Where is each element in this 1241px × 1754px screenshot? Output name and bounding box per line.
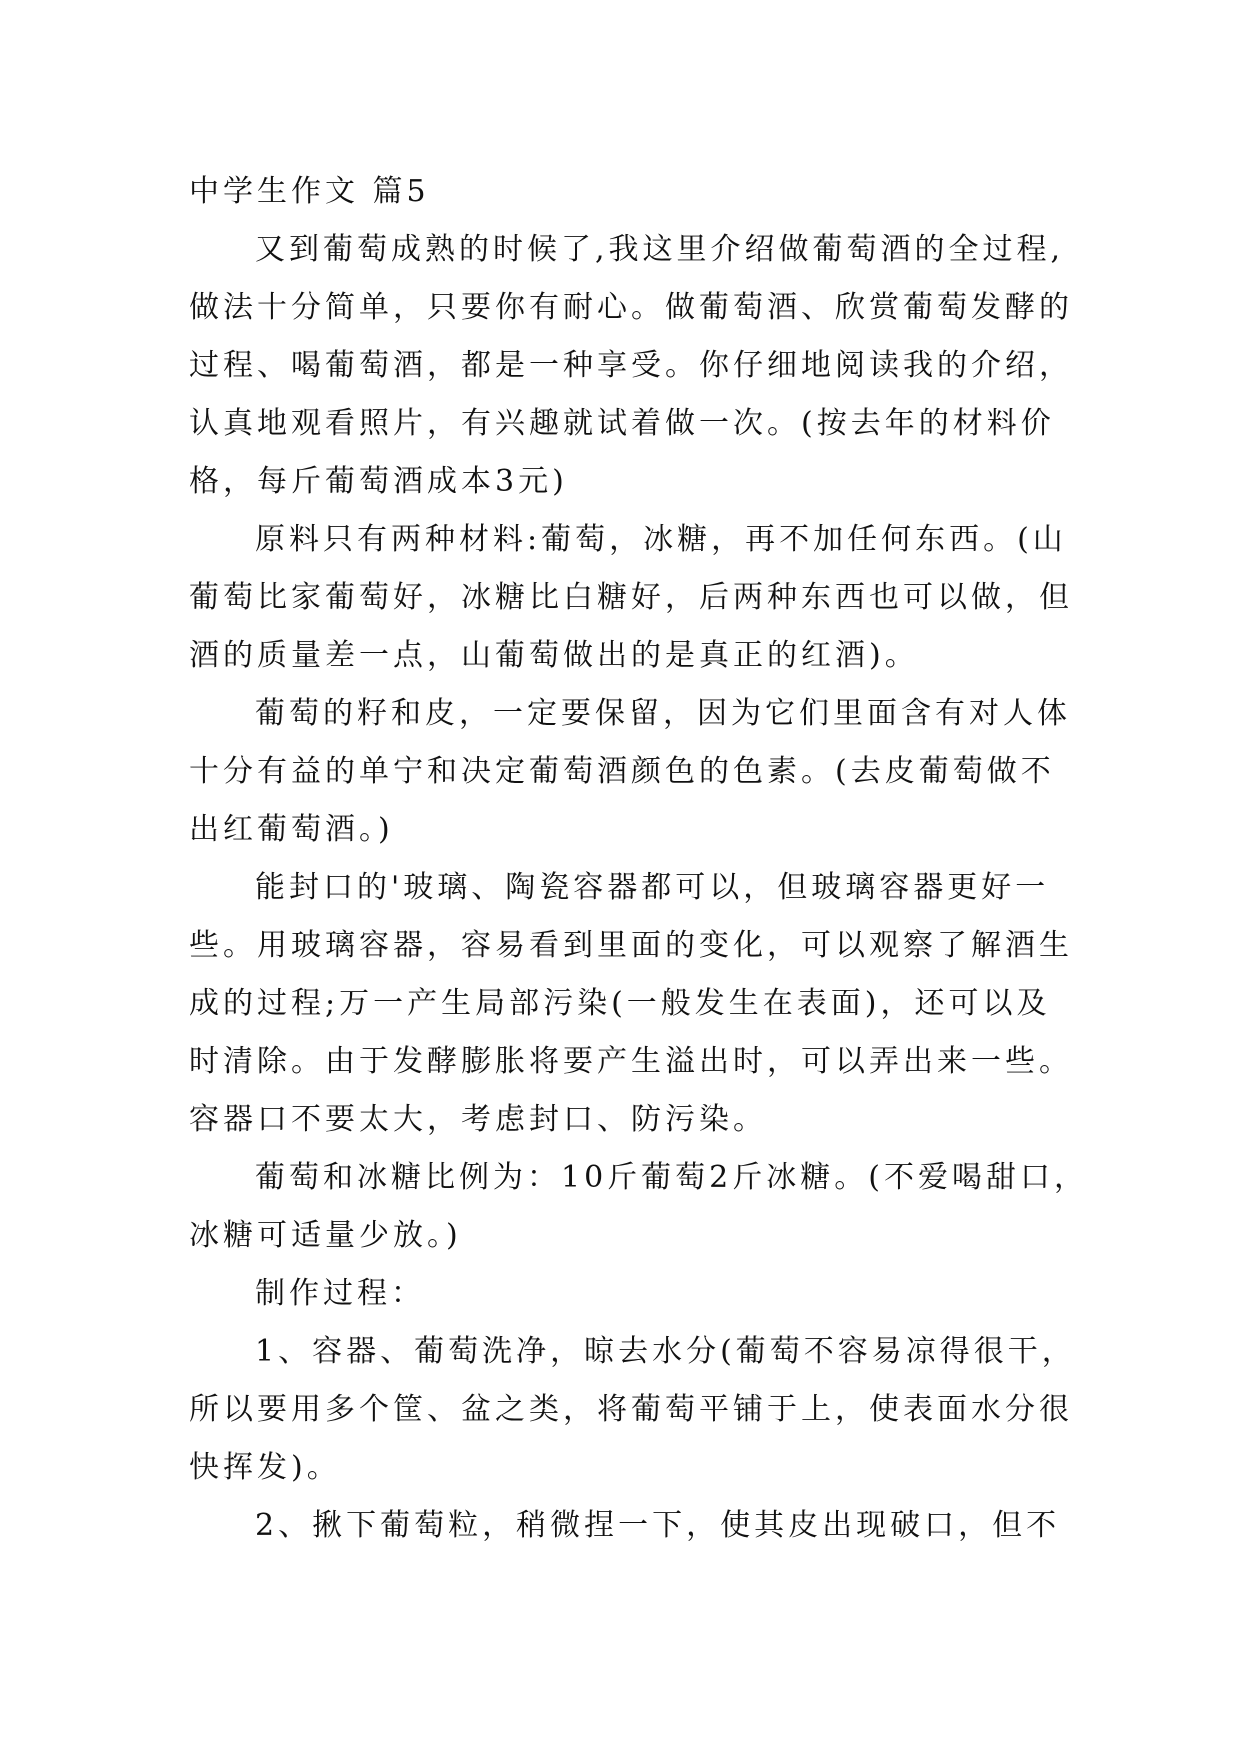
text-line: 做法十分简单，只要你有耐心。做葡萄酒、欣赏葡萄发酵的: [189, 290, 1073, 325]
text-line: 成的过程;万一产生局部污染(一般发生在表面)，还可以及: [189, 986, 1051, 1021]
text-line: 时清除。由于发酵膨胀将要产生溢出时，可以弄出来一些。: [189, 1044, 1073, 1079]
text-line: 快挥发)。: [189, 1450, 341, 1485]
text-line: 容器口不要太大，考虑封口、防污染。: [189, 1102, 767, 1137]
text-line: 能封口的'玻璃、陶瓷容器都可以，但玻璃容器更好一: [255, 870, 1050, 905]
text-line: 十分有益的单宁和决定葡萄酒颜色的色素。(去皮葡萄做不: [189, 754, 1055, 789]
text-line: 格，每斤葡萄酒成本3元): [189, 464, 568, 499]
essay-text: [189, 221, 1089, 1555]
text-line: 葡萄和冰糖比例为：10斤葡萄2斤冰糖。(不爱喝甜口，: [255, 1160, 1088, 1195]
text-line: 2、揪下葡萄粒，稍微捏一下，使其皮出现破口，但不: [255, 1508, 1061, 1543]
text-line: 冰糖可适量少放。): [189, 1218, 462, 1253]
essay-heading: 中学生作文 篇5: [189, 174, 430, 209]
text-line: 所以要用多个筐、盆之类，将葡萄平铺于上，使表面水分很: [189, 1392, 1073, 1427]
text-line: 酒的质量差一点，山葡萄做出的是真正的红酒)。: [189, 638, 919, 673]
text-line: 又到葡萄成熟的时候了,我这里介绍做葡萄酒的全过程,: [255, 232, 1065, 267]
text-line: 些。用玻璃容器，容易看到里面的变化，可以观察了解酒生: [189, 928, 1073, 963]
text-line: 出红葡萄酒。): [189, 812, 394, 847]
text-line: 认真地观看照片，有兴趣就试着做一次。(按去年的材料价: [189, 406, 1055, 441]
text-line: 葡萄的籽和皮，一定要保留，因为它们里面含有对人体: [255, 696, 1071, 731]
text-line: 1、容器、葡萄洗净，晾去水分(葡萄不容易凉得很干，: [255, 1334, 1076, 1369]
text-line: 葡萄比家葡萄好，冰糖比白糖好，后两种东西也可以做，但: [189, 580, 1073, 615]
text-line: 原料只有两种材料:葡萄，冰糖，再不加任何东西。(山: [255, 522, 1067, 557]
text-line: 制作过程：: [255, 1276, 425, 1311]
text-line: 过程、喝葡萄酒，都是一种享受。你仔细地阅读我的介绍，: [189, 348, 1073, 383]
document-body: [189, 163, 1089, 1555]
